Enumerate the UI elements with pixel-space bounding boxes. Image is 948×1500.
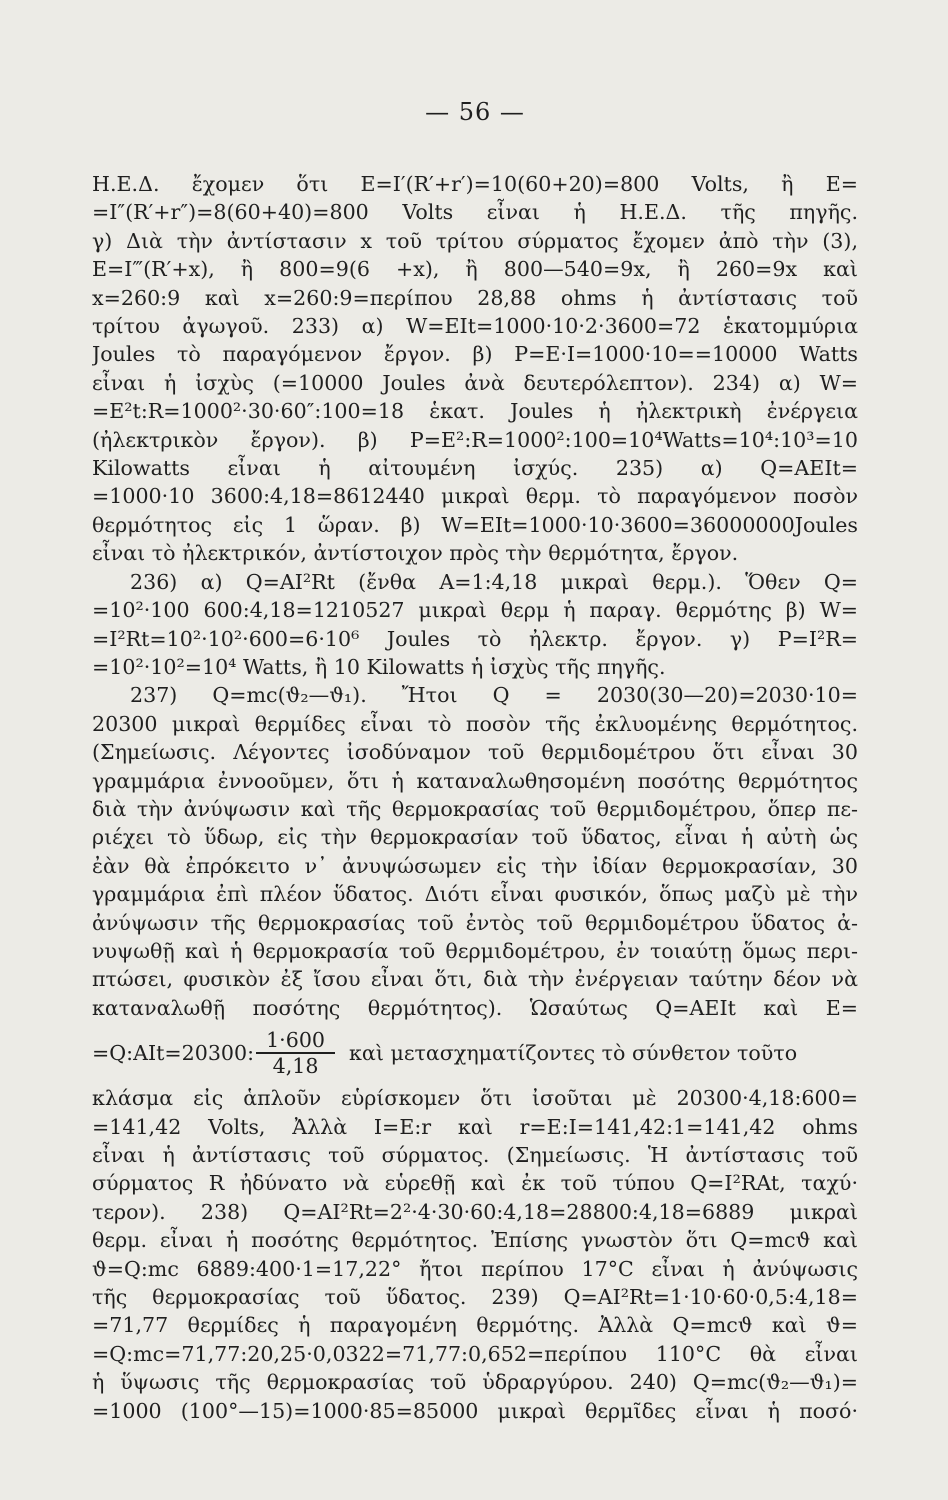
text-line: =141,42 Volts, Ἀλλὰ I=E:r καὶ r=E:I=141,42:1=141,42 ohms [92, 1114, 858, 1139]
text-line: θερμ. εἶναι ἡ ποσότης θερμότητος. Ἐπίσης γνωστὸν ὅτι Q=mcϑ καὶ [92, 1228, 858, 1253]
text-line: ριέχει τὸ ὕδωρ, εἰς τὴν θερμοκρασίαν τοῦ ὕδατος, εἶναι ἡ αὐτὴ ὡς [92, 825, 858, 850]
text-line: γ) Διὰ τὴν ἀντίστασιν x τοῦ τρίτου σύρματος ἔχομεν ἀπὸ τὴν (3), [92, 228, 858, 253]
text-line: καταναλωθῇ ποσότης θερμότητος). Ὡσαύτως Q=AEIt καὶ E= [92, 995, 858, 1020]
fraction-suffix: καὶ μετασχηματίζοντες τὸ σύνθετον τοῦτο [349, 1040, 798, 1065]
text-line: ϑ=Q:mc 6889:400·1=17,22° ἤτοι περίπου 17°C εἶναι ἡ ἀνύψωσις [92, 1256, 858, 1281]
text-line: =Q:mc=71,77:20,25·0,0322=71,77:0,652=περίπου 110°C θὰ εἶναι [92, 1341, 858, 1366]
text-line: (Σημείωσις. Λέγοντες ἰσοδύναμον τοῦ θερμιδομέτρου ὅτι εἶναι 30 [92, 740, 858, 765]
page-body [92, 170, 858, 1425]
text-line: εἶναι τὸ ἠλεκτρικόν, ἀντίστοιχον πρὸς τὴν θερμότητα, ἔργον. [92, 541, 739, 566]
text-line: =1000 (100°—15)=1000·85=85000 μικραὶ θερμῖδες εἶναι ἡ ποσό· [92, 1398, 858, 1423]
text-line: Joules τὸ παραγόμενον ἔργον. β) P=E·I=1000·10==10000 Watts [92, 342, 858, 367]
text-line: =10²·10²=10⁴ Watts, ἢ 10 Kilowatts ἡ ἰσχὺς τῆς πηγῆς. [92, 654, 666, 679]
text-line: κλάσμα εἰς ἁπλοῦν εὑρίσκομεν ὅτι ἰσοῦται μὲ 20300·4,18:600= [92, 1086, 858, 1111]
fraction-denominator: 4,18 [272, 1054, 319, 1079]
text-line: =1000·10 3600:4,18=8612440 μικραὶ θερμ. τὸ παραγόμενον ποσὸν [92, 484, 858, 509]
text-line: ἐὰν θὰ ἐπρόκειτο ν᾿ ἀνυψώσωμεν εἰς τὴν ἰδίαν θερμοκρασίαν, 30 [92, 853, 858, 878]
text-line: πτώσει, φυσικὸν ἐξ ἴσου εἶναι ὅτι, διὰ τὴν ἐνέργειαν ταύτην δέον νὰ [92, 967, 858, 992]
text-line: διὰ τὴν ἀνύψωσιν καὶ τῆς θερμοκρασίας τοῦ θερμιδομέτρου, ὅπερ πε- [92, 796, 858, 821]
text-line: (ἠλεκτρικὸν ἔργον). β) P=E²:R=1000²:100=10⁴Watts=10⁴:10³=10 [92, 427, 858, 452]
text-line: Ε=Ι‴(R′+x), ἢ 800=9(6 +x), ἢ 800—540=9x, ἢ 260=9x καὶ [92, 257, 858, 282]
text-line: x=260:9 καὶ x=260:9=περίπου 28,88 ohms ἡ ἀντίστασις τοῦ [92, 285, 858, 310]
text-line: =I²Rt=10²·10²·600=6·10⁶ Joules τὸ ἠλεκτρ. ἔργον. γ) P=I²R= [92, 626, 858, 651]
fraction [256, 1028, 335, 1078]
text-line: ἡ ὕψωσις τῆς θερμοκρασίας τοῦ ὑδραργύρου. 240) Q=mc(ϑ₂—ϑ₁)= [92, 1370, 858, 1395]
text-line: γραμμάρια ἐπὶ πλέον ὕδατος. Διότι εἶναι φυσικόν, ὅπως μαζὺ μὲ τὴν [92, 882, 858, 907]
text-line: =10²·100 600:4,18=1210527 μικραὶ θερμ ἡ παραγ. θερμότης β) W= [92, 598, 858, 623]
fraction-prefix: =Q:AIt=20300: [92, 1040, 255, 1065]
text-line: 20300 μικραὶ θερμίδες εἶναι τὸ ποσὸν τῆς ἐκλυομένης θερμότητος. [92, 711, 858, 736]
text-line: Η.Ε.Δ. ἔχομεν ὅτι Ε=Ι′(R′+r′)=10(60+20)=800 Volts, ἢ Ε= [92, 172, 858, 196]
text-line: νυψωθῇ καὶ ἡ θερμοκρασία τοῦ θερμιδομέτρου, ἐν τοιαύτῃ ὅμως περι- [92, 938, 858, 963]
text-line: =71,77 θερμίδες ἡ παραγομένη θερμότης. Ἀλλὰ Q=mcϑ καὶ ϑ= [92, 1313, 858, 1338]
fraction-numerator: 1·600 [256, 1028, 335, 1054]
text-line: τερον). 238) Q=AI²Rt=2²·4·30·60:4,18=28800:4,18=6889 μικραὶ [92, 1199, 858, 1224]
text-line: Kilowatts εἶναι ἡ αἰτουμένη ἰσχύς. 235) α) Q=AEIt= [92, 456, 858, 481]
text-line: τῆς θερμοκρασίας τοῦ ὕδατος. 239) Q=AI²Rt=1·10·60·0,5:4,18= [92, 1285, 858, 1310]
text-line: =E²t:R=1000²·30·60″:100=18 ἑκατ. Joules ἡ ἠλεκτρικὴ ἐνέργεια [92, 399, 858, 424]
text-line: σύρματος R ἠδύνατο νὰ εὑρεθῇ καὶ ἐκ τοῦ τύπου Q=I²RAt, ταχύ· [92, 1171, 858, 1196]
text-line: θερμότητος εἰς 1 ὥραν. β) W=EIt=1000·10·3600=36000000Joules [92, 512, 858, 537]
text-line: 236) α) Q=AI²Rt (ἔνθα A=1:4,18 μικραὶ θερμ.). Ὅθεν Q= [130, 569, 858, 594]
text-line: γραμμάρια ἐννοοῦμεν, ὅτι ἡ καταναλωθησομένη ποσότης θερμότητος [92, 768, 858, 793]
text-line: τρίτου ἀγωγοῦ. 233) α) W=EIt=1000·10·2·3600=72 ἑκατομμύρια [92, 314, 858, 339]
text-line: 237) Q=mc(ϑ₂—ϑ₁). Ἤτοι Q = 2030(30—20)=2030·10= [130, 683, 858, 708]
fraction-formula-line [92, 1022, 858, 1084]
text-line: ἀνύψωσιν τῆς θερμοκρασίας τοῦ ἐντὸς τοῦ θερμιδομέτρου ὕδατος ἀ- [92, 910, 858, 935]
text-line: =Ι″(R′+r″)=8(60+40)=800 Volts εἶναι ἡ Η.Ε.Δ. τῆς πηγῆς. [92, 200, 858, 225]
text-line: εἶναι ἡ ἀντίστασις τοῦ σύρματος. (Σημείωσις. Ἡ ἀντίστασις τοῦ [92, 1143, 858, 1167]
text-line: εἶναι ἡ ἰσχὺς (=10000 Joules ἀνὰ δευτερόλεπτον). 234) α) W= [92, 370, 858, 395]
page-number: — 56 — [425, 98, 525, 126]
